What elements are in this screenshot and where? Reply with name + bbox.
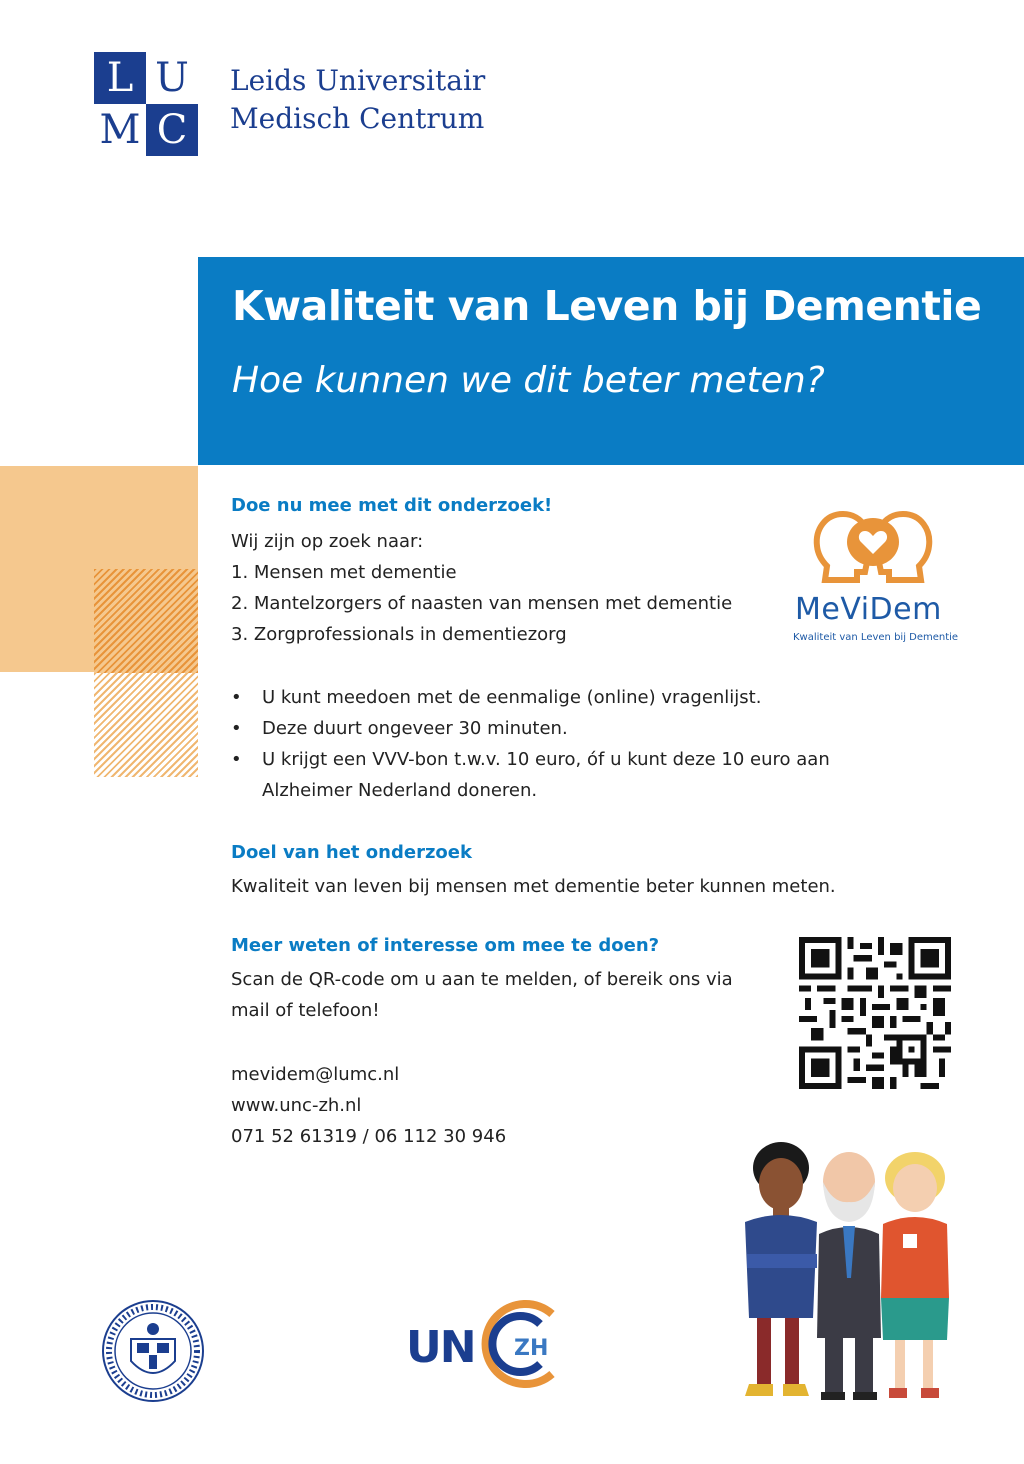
lumc-logo [94, 52, 200, 156]
organization-name [230, 62, 485, 138]
list-item: 3. Zorgprofessionals in dementiezorg [231, 624, 567, 645]
unc-text: UN [406, 1322, 475, 1373]
people-illustration [735, 1138, 963, 1408]
bullet-item: • U kunt meedoen met de eenmalige (online) vragenlijst. [231, 682, 881, 713]
mevidem-logo [785, 508, 965, 648]
more-info-text: Scan de QR-code om u aan te melden, of bereik ons via mail of telefoon! [231, 969, 733, 1021]
person-middle [817, 1152, 881, 1400]
organization-name-line2: Medisch Centrum [230, 102, 485, 135]
list-item: 2. Mantelzorgers of naasten van mensen met dementie [231, 593, 733, 614]
decorative-stripes-light [94, 673, 198, 777]
section-heading-more-info: Meer weten of interesse om mee te doen? [231, 935, 660, 956]
mevidem-head-heart-icon [785, 508, 965, 592]
decorative-stripes-dark [94, 569, 198, 673]
bullet-item: • Deze duurt ongeveer 30 minuten. [231, 713, 881, 744]
target-groups-list [231, 557, 732, 650]
info-bullet-list [231, 682, 881, 806]
goal-text: Kwaliteit van leven bij mensen met dementie beter kunnen meten. [231, 876, 836, 897]
leiden-university-seal [101, 1299, 205, 1403]
contact-email[interactable]: mevidem@lumc.nl [231, 1064, 400, 1085]
bullet-item: • U krijgt een VVV-bon t.w.v. 10 euro, óf u kunt deze 10 euro aan Alzheimer Nederland doneren. [231, 744, 881, 806]
contact-website[interactable]: www.unc-zh.nl [231, 1095, 362, 1116]
organization-name-line1: Leids Universitair [230, 64, 486, 97]
logo-letter-m: M [94, 104, 146, 156]
intro-text: Wij zijn op zoek naar: [231, 531, 424, 552]
mevidem-tagline: Kwaliteit van Leven bij Dementie [793, 632, 959, 643]
logo-letter-c: C [146, 104, 198, 156]
person-left [745, 1142, 817, 1396]
qr-code[interactable] [799, 937, 951, 1089]
zh-text: ZH [514, 1336, 549, 1361]
logo-letter-l: L [94, 52, 146, 104]
contact-phone: 071 52 61319 / 06 112 30 946 [231, 1126, 507, 1147]
unc-zh-logo [402, 1296, 587, 1392]
contact-details [231, 1059, 506, 1152]
page-subtitle: Hoe kunnen we dit beter meten? [232, 360, 825, 401]
mevidem-name: MeViDem [795, 592, 942, 627]
logo-letter-u: U [146, 52, 198, 104]
person-right [881, 1152, 949, 1398]
section-heading-goal: Doel van het onderzoek [231, 842, 472, 863]
page-title: Kwaliteit van Leven bij Dementie [232, 282, 982, 330]
list-item: 1. Mensen met dementie [231, 562, 457, 583]
section-heading-participate: Doe nu mee met dit onderzoek! [231, 495, 553, 516]
